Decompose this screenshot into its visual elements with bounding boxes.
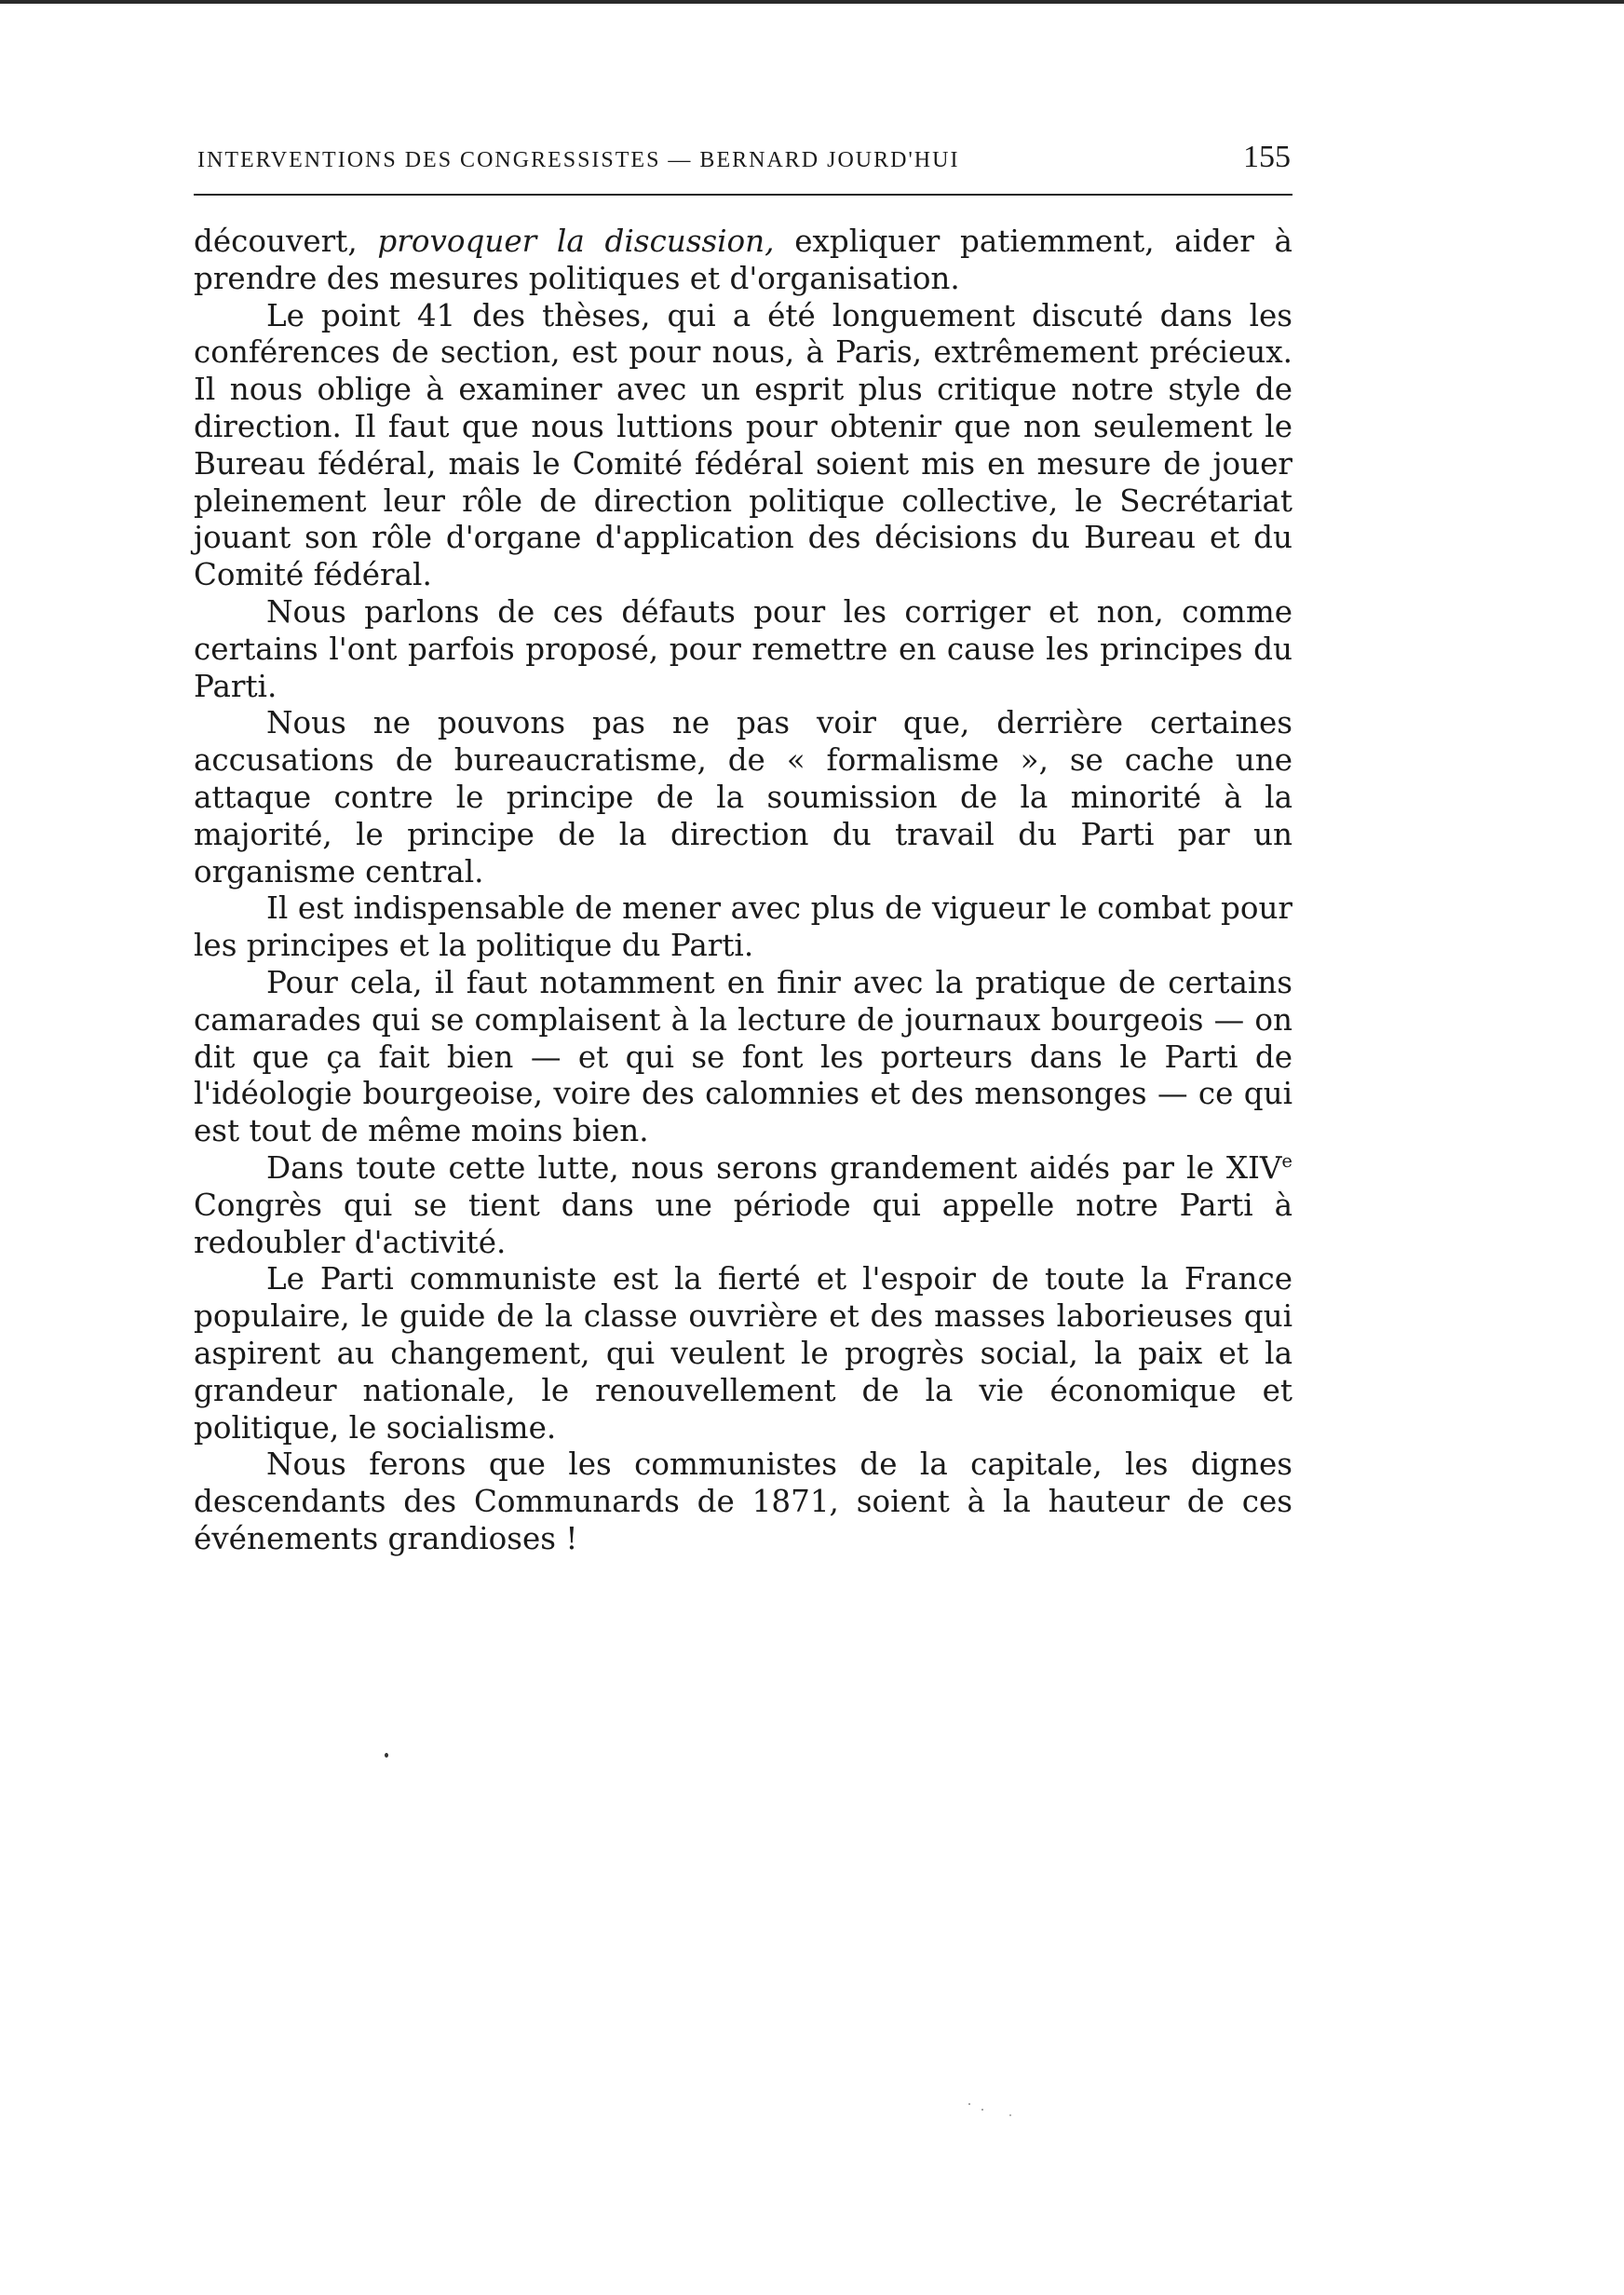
paragraph: Nous parlons de ces défauts pour les corriger et non, comme certains l'ont parfois proposé, pour remettre en cause les principes du Parti. <box>194 593 1292 704</box>
page-top-edge <box>0 0 1624 4</box>
italic-emphasis: provoquer la discussion, <box>377 224 775 259</box>
paragraph: Pour cela, il faut notamment en finir avec la pratique de certains camarades qui se complaisent à la lecture de journaux bourgeois — on dit que ça fait bien — et qui se font les porteurs dans le Parti de l'idéologie bourgeoise, voire des calomnies et des mensonges — ce qui est tout de même moins bien. <box>194 964 1292 1149</box>
paragraph: Nous ferons que les communistes de la capitale, les dignes descendants des Communards de 1871, soient à la hauteur de ces événements grandioses ! <box>194 1446 1292 1556</box>
paragraph-text: Dans toute cette lutte, nous serons grandement aidés par le XIV <box>266 1149 1282 1186</box>
scan-speck <box>981 2109 983 2111</box>
superscript: e <box>1281 1150 1292 1173</box>
running-header <box>194 140 1292 196</box>
paragraph: Il est indispensable de mener avec plus de vigueur le combat pour les principes et la politique du Parti. <box>194 890 1292 964</box>
paragraph: Le point 41 des thèses, qui a été longuement discuté dans les conférences de section, est pour nous, à Paris, extrêmement précieux. Il nous oblige à examiner avec un esprit plus critique notre style de direction. Il faut que nous luttions pour obtenir que non seulement le Bureau fédéral, mais le Comité fédéral soient mis en mesure de jouer pleinement leur rôle de direction politique collective, le Secrétariat jouant son rôle d'organe d'application des décisions du Bureau et du Comité fédéral. <box>194 297 1292 593</box>
page-number: 155 <box>1243 140 1291 174</box>
paragraph-continued <box>194 224 1292 298</box>
body-text <box>194 224 1292 1558</box>
paragraph-text: expliquer patiemment, aider à prendre des mesures politiques et d'organisation. <box>194 224 1292 296</box>
paragraph: Le Parti communiste est la fierté et l'espoir de toute la France populaire, le guide de la classe ouvrière et des masses laborieuses qui aspirent au changement, qui veulent le progrès social, la paix et la grandeur nationale, le renouvellement de la vie économique et politique, le socialisme. <box>194 1261 1292 1446</box>
running-title: INTERVENTIONS DES CONGRESSISTES — BERNARD JOURD'HUI <box>197 148 960 172</box>
book-page <box>194 140 1292 1558</box>
scan-speck <box>1009 2114 1011 2116</box>
scan-speck <box>968 2103 970 2105</box>
paragraph <box>194 1150 1292 1261</box>
paragraph-text: Congrès qui se tient dans une période qui appelle notre Parti à redoubler d'activité. <box>194 1187 1292 1260</box>
scan-speck <box>385 1753 388 1758</box>
paragraph: Nous ne pouvons pas ne pas voir que, derrière certaines accusations de bureaucratisme, de « formalisme », se cache une attaque contre le principe de la soumission de la minorité à la majorité, le principe de la direction du travail du Parti par un organisme central. <box>194 705 1292 889</box>
paragraph-text: découvert, <box>194 224 378 259</box>
